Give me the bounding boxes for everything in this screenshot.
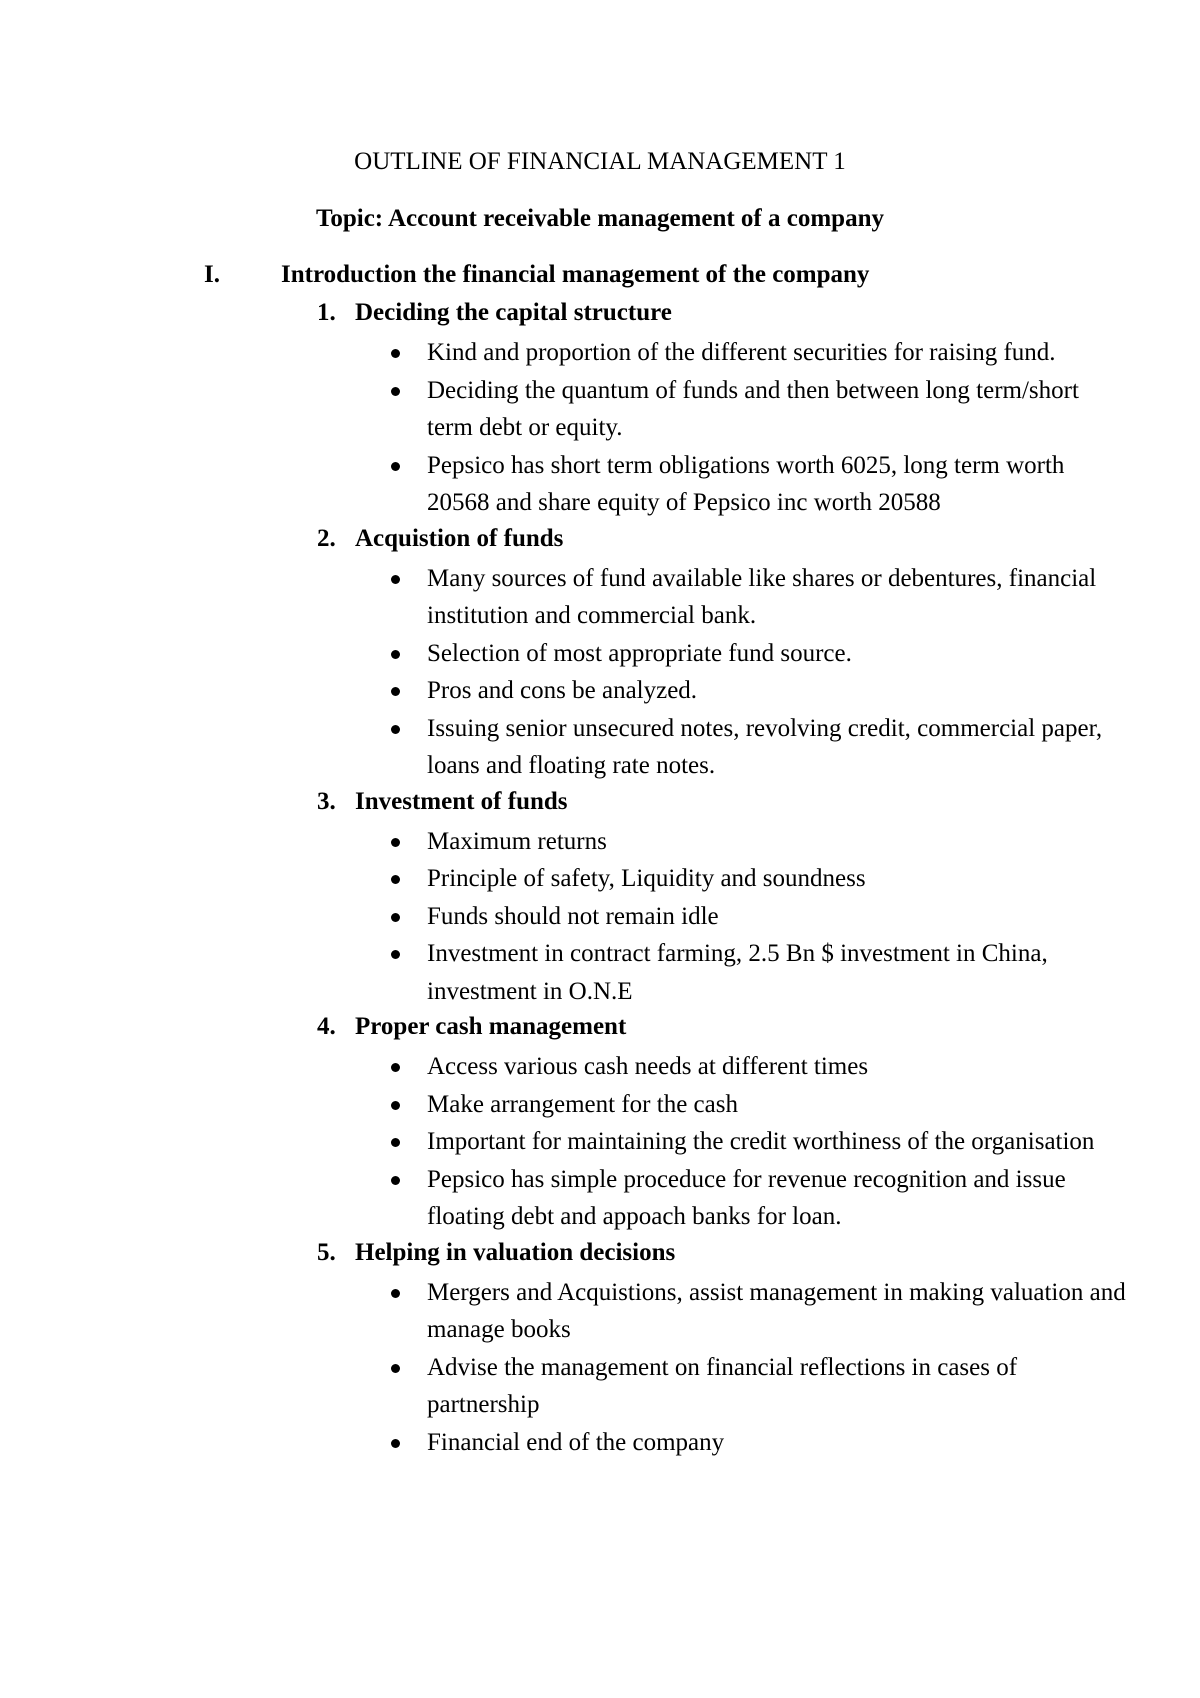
bullet-item: [0, 823, 1127, 861]
bullet-dot-icon: [391, 1063, 400, 1072]
bullet-text: Pepsico has simple proceduce for revenue recognition and issue floating debt and appoach banks for loan.: [427, 1165, 1066, 1230]
bullet-dot-icon: [391, 1289, 400, 1298]
bullet-dot-icon: [391, 1138, 400, 1147]
bullet-item: [0, 672, 1127, 710]
bullet-item: [0, 898, 1127, 936]
bullet-list: [0, 1274, 1200, 1462]
bullet-item: [0, 560, 1127, 635]
bullet-item: [0, 1161, 1127, 1236]
bullet-text: Pepsico has short term obligations worth 6025, long term worth 20568 and share equity of Pepsico inc worth 20588: [427, 451, 1065, 516]
subsection-title: Helping in valuation decisions: [355, 1238, 676, 1266]
bullet-list: [0, 1048, 1200, 1236]
bullet-item: [0, 860, 1127, 898]
bullet-dot-icon: [391, 1439, 400, 1448]
section-heading: [0, 258, 1200, 296]
bullet-text: Many sources of fund available like shares or debentures, financial institution and commercial bank.: [427, 564, 1097, 629]
outline-section: [0, 258, 1200, 1461]
bullet-dot-icon: [391, 687, 400, 696]
bullet-text: Principle of safety, Liquidity and soundness: [427, 865, 866, 892]
document-topic: Topic: Account receivable management of a company: [315, 205, 884, 232]
bullet-text: Kind and proportion of the different securities for raising fund.: [427, 339, 1056, 366]
bullet-list: [0, 560, 1200, 785]
section-numeral: I.: [204, 261, 220, 288]
subsection: [0, 785, 1200, 1011]
subsection-number: 4.: [317, 1013, 336, 1040]
bullet-dot-icon: [391, 725, 400, 734]
subsection-heading: [0, 296, 1200, 334]
bullet-text: Important for maintaining the credit worthiness of the organisation: [427, 1128, 1095, 1155]
bullet-item: [0, 334, 1127, 372]
bullet-item: [0, 372, 1127, 447]
subsection: [0, 1010, 1200, 1236]
subsection: [0, 522, 1200, 785]
subsection: [0, 1236, 1200, 1462]
section-title: Introduction the financial management of the company: [281, 261, 870, 288]
bullet-text: Maximum returns: [427, 827, 607, 855]
bullet-text: Investment in contract farming, 2.5 Bn $ investment in China, investment in O.N.E: [427, 940, 1048, 1005]
bullet-dot-icon: [391, 1364, 400, 1373]
bullet-dot-icon: [391, 650, 400, 659]
bullet-item: [0, 710, 1127, 785]
subsection-heading: [0, 522, 1200, 560]
bullet-text: Financial end of the company: [427, 1428, 725, 1456]
subsection-heading: [0, 785, 1200, 823]
bullet-dot-icon: [391, 387, 400, 396]
bullet-text: Advise the management on financial reflections in cases of partnership: [427, 1353, 1018, 1418]
bullet-item: [0, 1086, 1127, 1124]
bullet-item: [0, 1424, 1127, 1462]
subsection-title: Investment of funds: [355, 787, 568, 815]
bullet-dot-icon: [391, 575, 400, 584]
subsection-number: 2.: [317, 524, 336, 552]
bullet-text: Mergers and Acquistions, assist management in making valuation and manage books: [427, 1278, 1126, 1343]
bullet-dot-icon: [391, 1176, 400, 1185]
bullet-item: [0, 447, 1127, 522]
bullet-text: Deciding the quantum of funds and then between long term/short term debt or equity.: [427, 376, 1079, 441]
bullet-text: Selection of most appropriate fund source.: [427, 639, 852, 667]
subsection-title: Acquistion of funds: [355, 524, 564, 552]
subsection-number: 1.: [317, 299, 336, 326]
subsection-title: Proper cash management: [355, 1013, 627, 1040]
bullet-dot-icon: [391, 1101, 400, 1110]
bullet-item: [0, 1048, 1127, 1086]
bullet-item: [0, 1349, 1127, 1424]
subsection-heading: [0, 1236, 1200, 1274]
bullet-list: [0, 334, 1200, 522]
bullet-text: Funds should not remain idle: [427, 902, 719, 930]
bullet-list: [0, 823, 1200, 1011]
bullet-text: Issuing senior unsecured notes, revolving credit, commercial paper, loans and floating rate notes.: [427, 714, 1103, 779]
subsection-heading: [0, 1010, 1200, 1048]
bullet-item: [0, 1274, 1127, 1349]
subsection-number: 5.: [317, 1238, 336, 1266]
bullet-dot-icon: [391, 875, 400, 884]
bullet-dot-icon: [391, 838, 400, 847]
bullet-dot-icon: [391, 462, 400, 471]
bullet-text: Pros and cons be analyzed.: [427, 677, 698, 704]
bullet-text: Make arrangement for the cash: [427, 1090, 738, 1118]
subsection-number: 3.: [317, 787, 336, 815]
bullet-dot-icon: [391, 913, 400, 922]
bullet-item: [0, 1123, 1127, 1161]
document-title: OUTLINE OF FINANCIAL MANAGEMENT 1: [354, 148, 846, 175]
bullet-dot-icon: [391, 950, 400, 959]
subsection: [0, 296, 1200, 522]
bullet-item: [0, 935, 1127, 1010]
subsection-title: Deciding the capital structure: [355, 299, 672, 326]
bullet-dot-icon: [391, 349, 400, 358]
bullet-item: [0, 635, 1127, 673]
bullet-text: Access various cash needs at different times: [427, 1053, 869, 1080]
